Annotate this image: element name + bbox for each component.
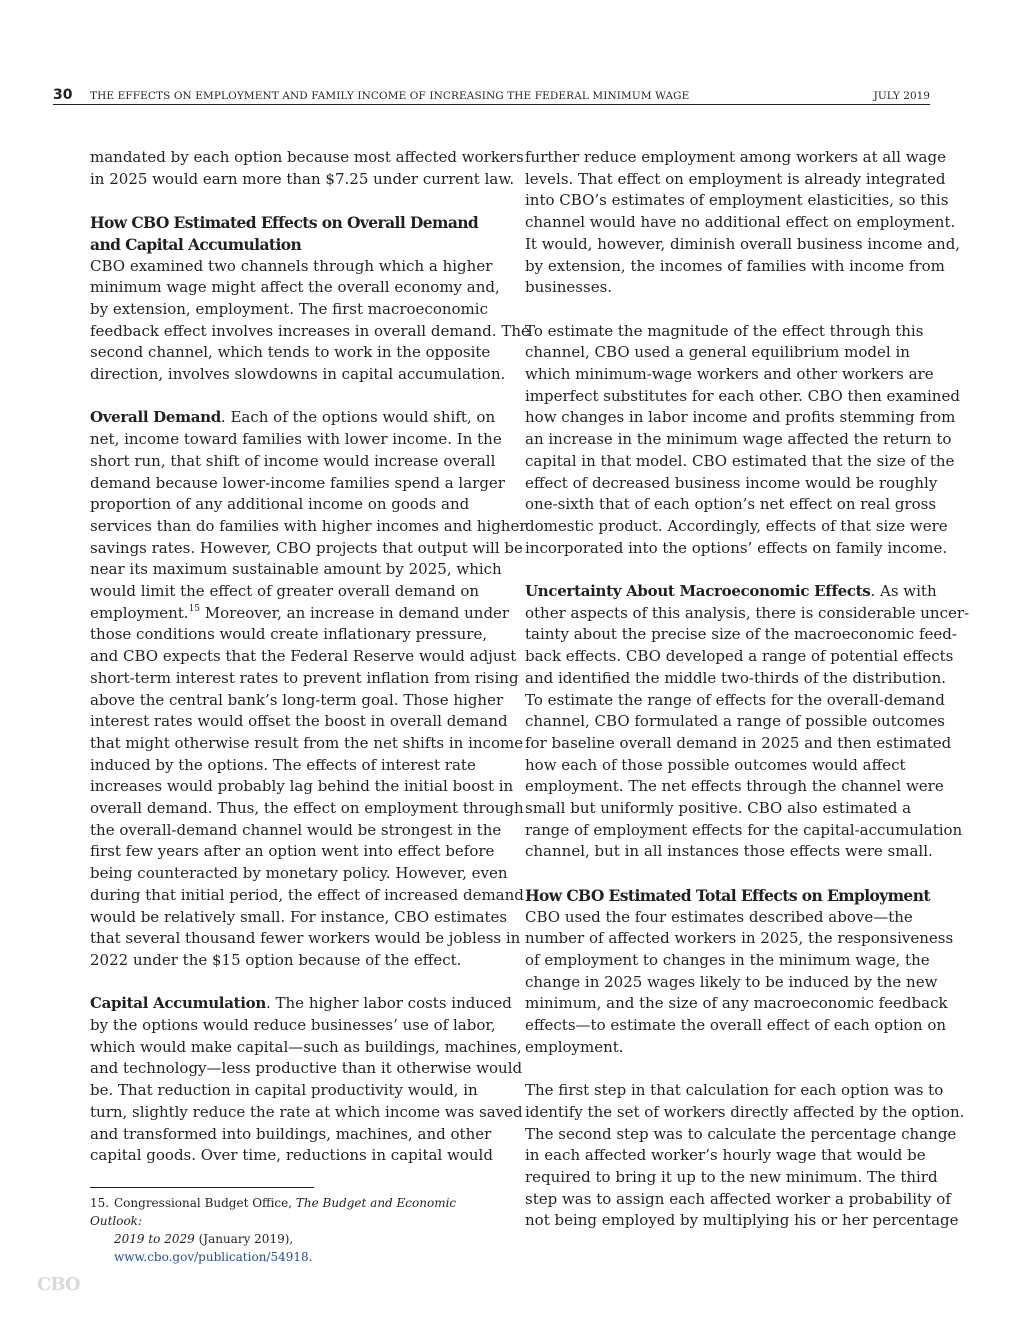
text-line: proportion of any additional income on goods and [90, 495, 470, 514]
text-line: first few years after an option went into effect before [90, 842, 495, 861]
paragraph [90, 256, 530, 386]
running-title: THE EFFECTS ON EMPLOYMENT AND FAMILY INCOME OF INCREASING THE FEDERAL MINIMUM WAGE [90, 90, 690, 102]
footnote-reference[interactable]: 15 [188, 603, 201, 614]
text-line: be. That reduction in capital productivity would, in [90, 1081, 478, 1100]
text-line: short-term interest rates to prevent inflation from rising [90, 668, 519, 687]
text-line: It would, however, diminish overall business income and, [525, 234, 961, 253]
text-line: channel, CBO used a general equilibrium model in [525, 343, 910, 362]
text-line: To estimate the range of effects for the overall-demand [525, 690, 945, 709]
paragraph: Overall Demand. Each of the options would shift, on net, income toward families with lower income. In the short run, that shift of income would increase overall demand because lower-income families spend a larger proportion of any additional income on goods and services than do families with higher incomes and higher savings rates. However, CBO projects that output will be near its maximum sustainable amount by 2025, which would limit the effect of greater overall demand on employment.$^{15}$ Moreover, an increase in demand under those conditions would create inflationary pressure, and CBO expects that the Federal Reserve would adjust short-term interest rates to prevent inflation from rising above the central bank’s long-term goal. Those higher interest rates would offset the boost in overall demand that might otherwise result from the net shifts in income induced by the options. The effects of interest rate increases would probably lag behind the initial boost in overall demand. Thus, the effect on employment through the overall-demand channel would be strongest in the first few years after an option went into effect before being counteracted by monetary policy. However, even during that initial period, the effect of increased demand would be relatively small. For instance, CBO estimates that several thousand fewer workers would be jobless in 2022 under the $15 option because of the effect. [90, 407, 494, 971]
section-heading: How CBO Estimated Total Effects on Employment [525, 885, 930, 905]
text-line: number of affected workers in 2025, the responsiveness [525, 929, 954, 948]
text-line: and technology—less productive than it otherwise would [90, 1059, 523, 1078]
footnote-link[interactable]: www.cbo.gov/publication/54918 [114, 1250, 309, 1264]
cbo-logo: CBO [37, 1274, 80, 1295]
text-line: tainty about the precise size of the macroeconomic feed- [525, 625, 957, 644]
text-line: capital goods. Over time, reductions in capital would [90, 1146, 493, 1165]
text-line: 2022 under the $15 option because of the effect. [90, 950, 462, 969]
text-line: businesses. [525, 278, 613, 297]
text-line: levels. That effect on employment is already integrated [525, 169, 946, 188]
footnote-divider [90, 1187, 314, 1188]
footnote: 15. Congressional Budget Office, The Budget and Economic Outlook: 2019 to 2029 (January 2019), www.cbo.gov/publication/54918. [90, 1196, 457, 1264]
text-line: which minimum-wage workers and other workers are [525, 365, 934, 384]
text-line: mandated by each option because most affected workers [90, 148, 524, 166]
text-line: in 2025 would earn more than $7.25 under current law. [90, 169, 515, 188]
text-line: during that initial period, the effect of increased demand [90, 885, 524, 904]
text-line: of employment to changes in the minimum wage, the [525, 950, 930, 969]
text-line: would limit the effect of greater overall demand on [90, 582, 480, 601]
text-line: step was to assign each affected worker a probability of [525, 1189, 951, 1208]
text-line: how each of those possible outcomes would affect [525, 755, 906, 774]
text-line: incorporated into the options’ effects on family income. [525, 538, 948, 557]
page-number: 30 [53, 87, 73, 103]
text-line: turn, slightly reduce the rate at which income was saved [90, 1102, 523, 1121]
paragraph [525, 147, 961, 299]
text-line: further reduce employment among workers at all wage [525, 148, 946, 166]
page-header [53, 86, 930, 105]
text-line: an increase in the minimum wage affected the return to [525, 430, 952, 449]
text-line: and transformed into buildings, machines, and other [90, 1124, 492, 1143]
text-line: CBO used the four estimates described above—the [525, 907, 913, 926]
paragraph [525, 1080, 965, 1232]
text-line: the overall-demand channel would be strongest in the [90, 820, 502, 839]
text-line: those conditions would create inflationary pressure, [90, 625, 488, 644]
text-line: To estimate the magnitude of the effect through this [525, 321, 924, 340]
text-line: would be relatively small. For instance, CBO estimates [90, 907, 508, 926]
text-line: into CBO’s estimates of employment elasticities, so this [525, 191, 949, 210]
text-line: by the options would reduce businesses’ use of labor, [90, 1016, 496, 1035]
text-line: channel would have no additional effect on employment. [525, 213, 956, 232]
text-line: services than do families with higher incomes and higher [90, 516, 527, 535]
text-line: how changes in labor income and profits stemming from [525, 408, 956, 427]
text-line: effects—to estimate the overall effect of each option on [525, 1016, 947, 1035]
text-line: back effects. CBO developed a range of potential effects [525, 647, 954, 666]
text-line: short run, that shift of income would increase overall [90, 451, 496, 470]
footnote-number: 15. [90, 1196, 110, 1210]
left-column [90, 147, 530, 1189]
text-line: in each affected worker’s hourly wage that would be [525, 1146, 926, 1165]
text-line: The second step was to calculate the percentage change [525, 1124, 957, 1143]
run-in-heading: Capital Accumulation [90, 994, 266, 1013]
text-line: and CBO expects that the Federal Reserve would adjust [90, 647, 517, 666]
text-line: for baseline overall demand in 2025 and then estimated [525, 733, 952, 752]
text-line: channel, CBO formulated a range of possible outcomes [525, 712, 945, 731]
text-line: direction, involves slowdowns in capital accumulation. [90, 365, 506, 384]
right-column [525, 147, 970, 1254]
text-line: and identified the middle two-thirds of the distribution. [525, 668, 947, 687]
section-heading: How CBO Estimated Effects on Overall Demand and Capital Accumulation [90, 213, 479, 254]
text-line: one-sixth that of each option’s net effect on real gross [525, 495, 937, 514]
paragraph [90, 147, 524, 190]
text-line: CBO examined two channels through which a higher [90, 256, 493, 275]
text-line: effect of decreased business income would be roughly [525, 473, 938, 492]
text-line: that might otherwise result from the net shifts in income [90, 733, 524, 752]
text-line: second channel, which tends to work in the opposite [90, 343, 491, 362]
paragraph [525, 907, 954, 1059]
paragraph [525, 321, 960, 560]
text-line: employment. [525, 1037, 624, 1056]
text-line: identify the set of workers directly affected by the option. [525, 1102, 965, 1121]
text-line: employment. The net effects through the channel were [525, 777, 944, 796]
text-line: savings rates. However, CBO projects that output will be [90, 538, 523, 557]
text-line: feedback effect involves increases in overall demand. The [90, 321, 530, 340]
text-line: small but uniformly positive. CBO also estimated a [525, 799, 912, 818]
header-date: JULY 2019 [873, 90, 930, 102]
publication-title: The Budget and Economic Outlook: [90, 1196, 457, 1228]
text-line: The first step in that calculation for each option was to [525, 1081, 944, 1100]
text-line: interest rates would offset the boost in overall demand [90, 712, 508, 731]
paragraph: Capital Accumulation. The higher labor costs induced by the options would reduce businesses’ use of labor, which would make capital—such as buildings, machines, and technology—less productive than it otherwise would be. That reduction in capital productivity would, in turn, slightly reduce the rate at which income was saved and transformed into buildings, machines, and other capital goods. Over time, reductions in capital would [90, 993, 494, 1167]
text-line: net, income toward families with lower income. In the [90, 430, 502, 449]
text-line: above the central bank’s long-term goal. Those higher [90, 690, 504, 709]
text-line: by extension, employment. The first macroeconomic [90, 299, 488, 318]
text-line: range of employment effects for the capital-accumulation [525, 820, 963, 839]
text-line: that several thousand fewer workers would be jobless in [90, 929, 521, 948]
text-line: minimum, and the size of any macroeconomic feedback [525, 994, 948, 1013]
text-line: required to bring it up to the new minimum. The third [525, 1167, 938, 1186]
run-in-heading: Overall Demand [90, 408, 221, 427]
text-line: channel, but in all instances those effects were small. [525, 842, 933, 861]
text-line: change in 2025 wages likely to be induced by the new [525, 972, 938, 991]
text-line: not being employed by multiplying his or her percentage [525, 1211, 959, 1230]
text-line: imperfect substitutes for each other. CBO then examined [525, 386, 960, 405]
text-line: by extension, the incomes of families with income from [525, 256, 945, 275]
text-line: domestic product. Accordingly, effects of that size were [525, 516, 948, 535]
text-line: demand because lower-income families spend a larger [90, 473, 505, 492]
text-line: increases would probably lag behind the initial boost in [90, 777, 514, 796]
run-in-heading: Uncertainty About Macroeconomic Effects [525, 582, 871, 601]
text-line: near its maximum sustainable amount by 2025, which [90, 560, 502, 579]
text-line: other aspects of this analysis, there is considerable uncer- [525, 603, 970, 622]
text-line: capital in that model. CBO estimated that the size of the [525, 451, 955, 470]
text-line: overall demand. Thus, the effect on employment through [90, 799, 524, 818]
text-line: which would make capital—such as buildings, machines, [90, 1037, 522, 1056]
text-line: minimum wage might affect the overall economy and, [90, 278, 500, 297]
paragraph: Uncertainty About Macroeconomic Effects. As with other aspects of this analysis, there is considerable uncer- tainty about the precise size of the macroeconomic feed- back effects. CBO developed a range of potential effects and identified the middle two-thirds of the distribution. To estimate the range of effects for the overall-demand channel, CBO formulated a range of possible outcomes for baseline overall demand in 2025 and then estimated how each of those possible outcomes would affect employment. The net effects through the channel were small but uniformly positive. CBO also estimated a range of employment effects for the capital-accumulation channel, but in all instances those effects were small. [525, 581, 930, 863]
text-line: being counteracted by monetary policy. However, even [90, 864, 508, 883]
text-line: induced by the options. The effects of interest rate [90, 755, 476, 774]
